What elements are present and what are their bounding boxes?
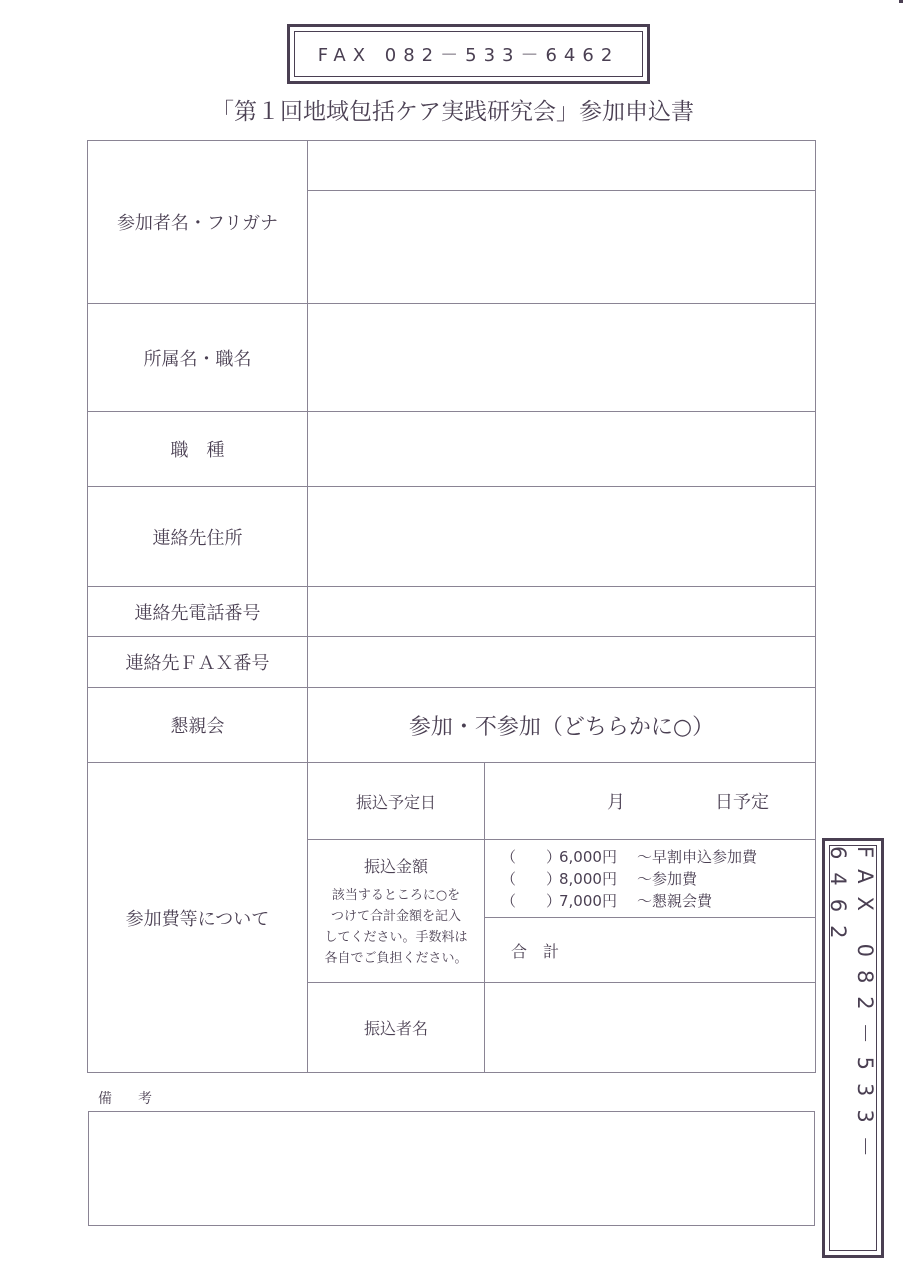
transfer-date-field[interactable]: [485, 763, 816, 840]
address-field[interactable]: [308, 487, 816, 587]
total-field[interactable]: [485, 918, 816, 983]
label-fax: 連絡先ＦＡＸ番号: [88, 637, 308, 688]
fee-option-paren: （ ）: [501, 847, 562, 866]
note-line: つけて合計金額を記入: [330, 908, 461, 924]
label-transfer-amount: 振込金額: [363, 856, 428, 876]
fee-options: [485, 840, 816, 918]
fee-option-desc: ～参加費: [637, 869, 698, 888]
fee-option-amount: 6,000円: [559, 847, 617, 866]
fee-option-regular[interactable]: [485, 868, 815, 890]
note-line: してください。手数料は: [324, 929, 468, 945]
phone-field[interactable]: [308, 587, 816, 637]
total-label: 合 計: [511, 941, 560, 961]
application-form-table: [87, 140, 816, 1073]
amount-note: [308, 885, 484, 969]
remarks-field[interactable]: [88, 1111, 815, 1226]
label-participant-name: 参加者名・フリガナ: [88, 141, 308, 304]
fee-option-paren: （ ）: [501, 891, 562, 910]
fax-field[interactable]: [308, 637, 816, 688]
occupation-field[interactable]: [308, 412, 816, 487]
label-konshinkai: 懇親会: [88, 688, 308, 763]
fee-option-early[interactable]: [485, 846, 815, 868]
fee-option-amount: 7,000円: [559, 891, 617, 910]
remarks-label: 備 考: [98, 1091, 158, 1107]
label-transfer-date: 振込予定日: [308, 763, 485, 840]
fax-number-side: FAX 082－533－6462: [826, 846, 877, 1170]
fee-option-desc: ～懇親会費: [637, 891, 713, 910]
label-payer-name: 振込者名: [308, 983, 485, 1073]
fee-option-amount: 8,000円: [559, 869, 617, 888]
form-title: 「第１回地域包括ケア実践研究会」参加申込書: [211, 99, 694, 125]
label-phone: 連絡先電話番号: [88, 587, 308, 637]
fax-number-box-side: [822, 838, 884, 1258]
day-label: 日予定: [715, 792, 769, 813]
fee-option-konshinkai[interactable]: [485, 890, 815, 912]
participant-name-field[interactable]: [308, 191, 816, 304]
note-line: 該当するところに○を: [331, 887, 461, 903]
label-affiliation: 所属名・職名: [88, 304, 308, 412]
amount-cell: [308, 840, 485, 983]
label-occupation: 職 種: [88, 412, 308, 487]
month-label: 月: [607, 792, 625, 813]
fee-option-desc: ～早割申込参加費: [637, 847, 758, 866]
payer-name-field[interactable]: [485, 983, 816, 1073]
label-fees: 参加費等について: [88, 763, 308, 1073]
konshinkai-choice[interactable]: 参加・不参加（どちらかに○）: [308, 688, 816, 763]
fax-number-box-top: [287, 24, 650, 84]
furigana-field[interactable]: [308, 141, 816, 191]
affiliation-field[interactable]: [308, 304, 816, 412]
label-address: 連絡先住所: [88, 487, 308, 587]
corner-mark: [899, 0, 903, 3]
fee-option-paren: （ ）: [501, 869, 562, 888]
fax-number-top: FAX 082－533－6462: [317, 45, 620, 66]
note-line: 各自でご負担ください。: [324, 950, 468, 966]
